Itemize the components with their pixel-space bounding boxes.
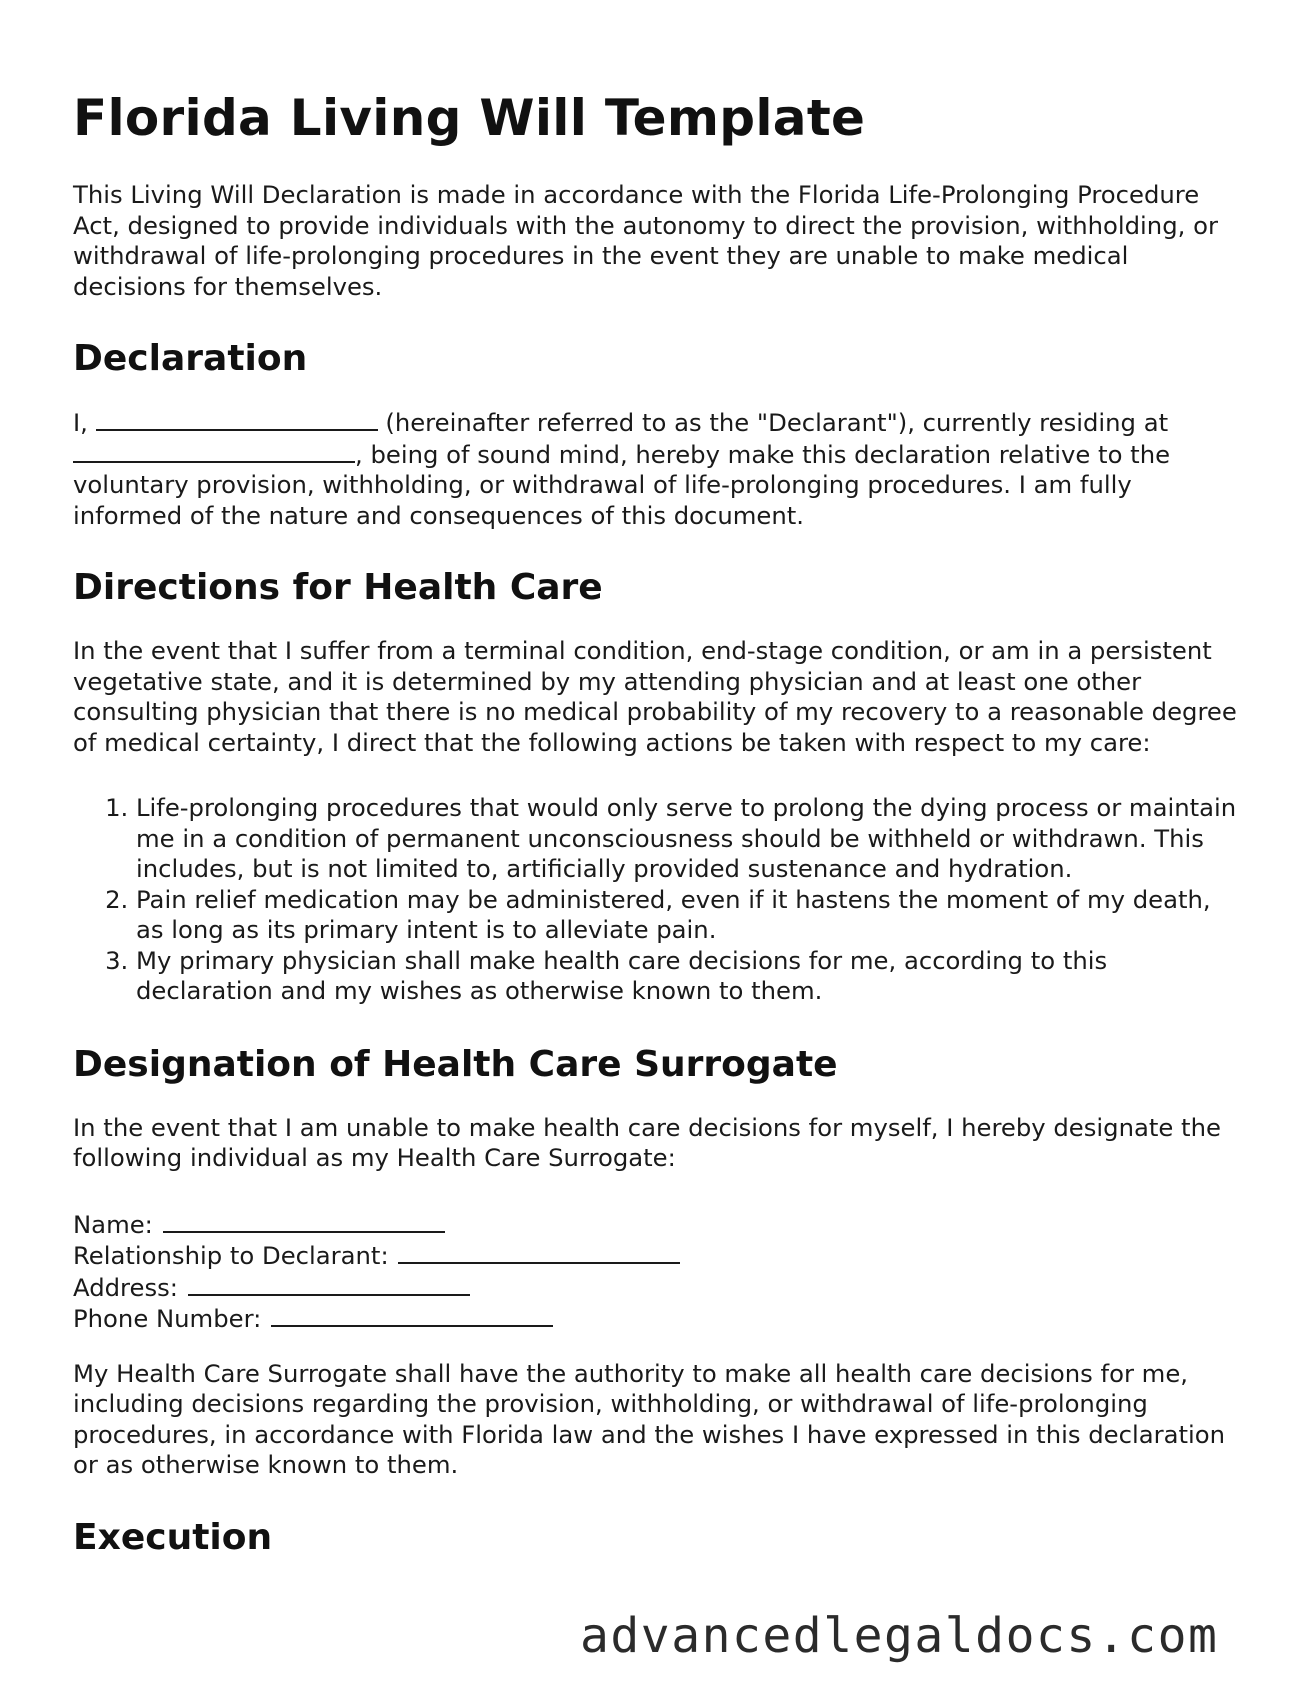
phone-field-row <box>73 1303 1243 1335</box>
declaration-middle: (hereinafter referred to as the "Declarant"), currently residing at <box>377 408 1169 437</box>
name-blank[interactable] <box>163 1209 445 1233</box>
name-field-row <box>73 1209 1243 1241</box>
watermark: advancedlegaldocs.com <box>580 1608 1219 1664</box>
document-page <box>73 88 1243 1586</box>
address-field-row <box>73 1272 1243 1304</box>
phone-blank[interactable] <box>271 1303 553 1327</box>
declaration-paragraph <box>73 407 1243 531</box>
list-item: 2. Pain relief medication may be administered, even if it hastens the moment of my death, as long as its primary intent is to alleviate pain. <box>136 885 1243 946</box>
surrogate-authority: My Health Care Surrogate shall have the authority to make all health care decisions for me, including decisions regarding the provision, withholding, or withdrawal of life-prolonging procedures, in accordance with Florida law and the wishes I have expressed in this declaration or as otherwise known to them. <box>73 1358 1226 1479</box>
address-blank[interactable] <box>188 1272 470 1296</box>
declaration-suffix: , being of sound mind, hereby make this declaration relative to the voluntary provision, withholding, or withdrawal of life-prolonging procedures. I am fully informed of the nature and consequences of this document. <box>73 439 1171 530</box>
declaration-heading: Declaration <box>73 338 308 379</box>
name-label: Name: <box>73 1209 153 1239</box>
directions-list <box>73 793 1243 1007</box>
list-item: 3. My primary physician shall make health care decisions for me, according to this declaration and my wishes as otherwise known to them. <box>136 946 1243 1007</box>
relationship-blank[interactable] <box>398 1240 680 1264</box>
surrogate-fields <box>73 1209 1243 1335</box>
surrogate-intro: In the event that I am unable to make health care decisions for myself, I hereby designate the following individual as my Health Care Surrogate: <box>73 1112 1221 1172</box>
phone-label: Phone Number: <box>73 1304 262 1333</box>
declarant-address-blank[interactable] <box>73 439 355 463</box>
declaration-prefix: I, <box>73 408 96 437</box>
intro-paragraph: This Living Will Declaration is made in accordance with the Florida Life-Prolonging Procedure Act, designed to provide individuals with the autonomy to direct the provision, withholding, or withdrawal of life-prolonging procedures in the event they are unable to make medical decisions for themselves. <box>73 180 1218 301</box>
directions-heading: Directions for Health Care <box>73 567 603 608</box>
address-label: Address: <box>73 1272 178 1302</box>
execution-heading: Execution <box>73 1516 273 1558</box>
surrogate-heading: Designation of Health Care Surrogate <box>73 1043 838 1085</box>
declarant-name-blank[interactable] <box>96 407 378 431</box>
directions-intro: In the event that I suffer from a terminal condition, end-stage condition, or am in a persistent vegetative state, and it is determined by my attending physician and at least one other consulting physician that there is no medical probability of my recovery to a reasonable degree of medical certainty, I direct that the following actions be taken with respect to my care: <box>73 636 1237 757</box>
list-item: 1. Life-prolonging procedures that would only serve to prolong the dying process or maintain me in a condition of permanent unconsciousness should be withheld or withdrawn. This includes, but is not limited to, artificially provided sustenance and hydration. <box>136 793 1243 885</box>
document-title: Florida Living Will Template <box>73 89 866 147</box>
relationship-label: Relationship to Declarant: <box>73 1241 389 1270</box>
relationship-field-row <box>73 1240 1243 1272</box>
